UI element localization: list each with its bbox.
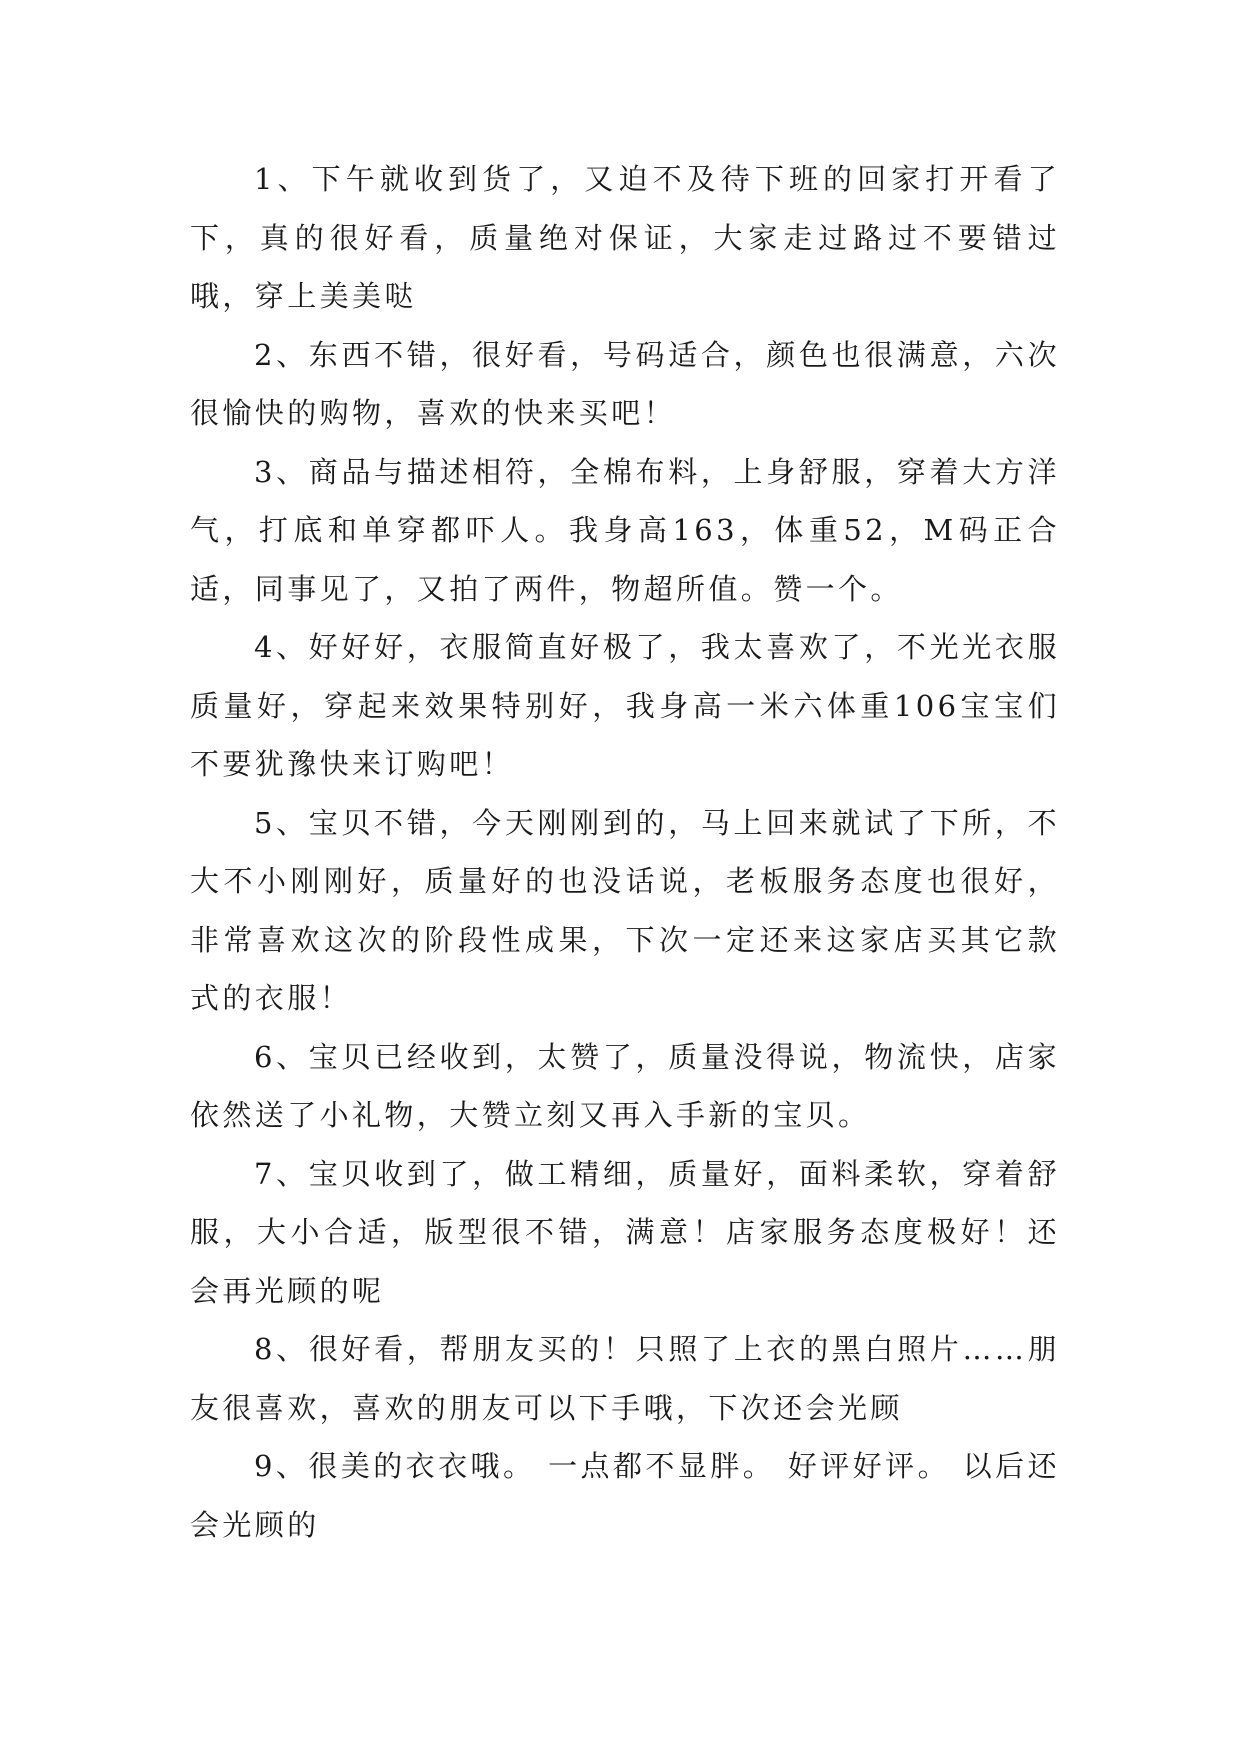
review-paragraph-2: 2、东西不错，很好看，号码适合，颜色也很满意，六次很愉快的购物，喜欢的快来买吧！ <box>190 337 1060 430</box>
review-paragraph-3: 3、商品与描述相符，全棉布料，上身舒服，穿着大方洋气，打底和单穿都吓人。我身高163，体重52，M码正合适，同事见了，又拍了两件，物超所值。赞一个。 <box>190 454 1060 606</box>
review-paragraph-5: 5、宝贝不错，今天刚刚到的，马上回来就试了下所，不大不小刚刚好，质量好的也没话说，老板服务态度也很好，非常喜欢这次的阶段性成果，下次一定还来这家店买其它款式的衣服！ <box>190 805 1060 1015</box>
review-paragraph-8: 8、很好看，帮朋友买的！只照了上衣的黑白照片……朋友很喜欢，喜欢的朋友可以下手哦，下次还会光顾 <box>190 1332 1060 1425</box>
review-paragraph-1: 1、下午就收到货了，又迫不及待下班的回家打开看了下，真的很好看，质量绝对保证，大家走过路过不要错过哦，穿上美美哒 <box>190 162 1060 313</box>
document-body <box>190 150 1060 1554</box>
review-paragraph-4: 4、好好好，衣服简直好极了，我太喜欢了，不光光衣服质量好，穿起来效果特别好，我身高一米六体重106宝宝们不要犹豫快来订购吧！ <box>190 630 1060 781</box>
review-paragraph-7: 7、宝贝收到了，做工精细，质量好，面料柔软，穿着舒服，大小合适，版型很不错，满意！店家服务态度极好！还会再光顾的呢 <box>190 1156 1060 1308</box>
review-paragraph-9: 9、很美的衣衣哦。 一点都不显胖。 好评好评。 以后还会光顾的 <box>190 1449 1060 1542</box>
review-paragraph-6: 6、宝贝已经收到，太赞了，质量没得说，物流快，店家依然送了小礼物，大赞立刻又再入手新的宝贝。 <box>190 1039 1060 1132</box>
